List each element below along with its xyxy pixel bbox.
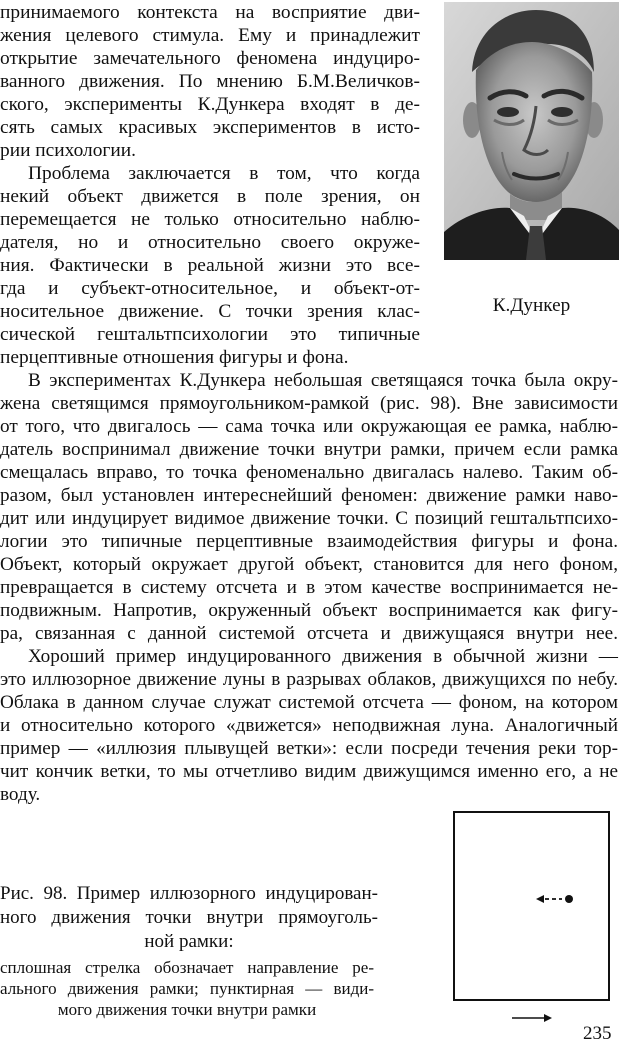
body-line-17: пример — «иллюзия плывущей ветки»: если посреди течения реки тор- [0,738,618,759]
body-line-10: превращается в систему отсчета и в этом качестве воспринимается не- [0,577,618,598]
figure-note-line-3: мого движения точки внутри рамки [57,1000,317,1019]
top-line-5: ского, эксперименты К.Дункера входят в де- [0,94,420,115]
top-line-11: дателя, но и относительно своего окруже- [0,232,420,253]
body-line-6: разом, был установлен интереснейший феномен: движение рамки наво- [0,485,618,506]
figure-98-diagram [450,804,618,1024]
body-line-11: подвижным. Напротив, окруженный объект воспринимается как фигу- [0,600,618,621]
figure-note-line-1: сплошная стрелка обозначает направление ре- [0,958,374,977]
portrait-caption: К.Дункер [492,295,571,316]
top-line-3: открытие замечательного феномена индуциро- [0,48,420,69]
body-line-1: В экспериментах К.Дункера небольшая светящаяся точка была окру- [28,370,618,391]
body-line-7: дит или индуцирует видимое движение точки. С позиций гештальтпсихо- [0,508,618,529]
body-line-3: от того, что двигалось — сама точка или окружающая ее рамка, наблю- [0,416,618,437]
body-line-14: это иллюзорное движение луны в разрывах облаков, движущихся по небу. [0,669,618,690]
figure-caption-line-3: ной рамки: [144,931,234,952]
frame-rectangle [454,812,609,1000]
body-line-9: Объект, который окружает другой объект, становится для него фоном, [0,554,618,575]
body-line-13: Хороший пример индуцированного движения в обычной жизни — [28,646,618,667]
body-line-19: воду. [0,784,41,805]
top-line-4: ванного движения. По мнению Б.М.Величков- [0,71,420,92]
body-line-4: датель воспринимал движение точки внутри рамки, причем если рамка [0,439,618,460]
top-line-9: некий объект движется в поле зрения, он [0,186,420,207]
light-dot [565,895,573,903]
top-line-8: Проблема заключается в том, что когда [28,163,420,184]
page-number: 235 [583,1023,612,1044]
body-line-2: жена светящимся прямоугольником-рамкой (рис. 98). Вне зависимости [0,393,618,414]
top-line-15: сической гештальтпсихологии это типичные [0,324,420,345]
top-line-14: носительное движение. С точки зрения клас- [0,301,420,322]
top-line-13: гда и субъект-относительное, и объект-от- [0,278,420,299]
top-line-6: сять самых красивых экспериментов в исто- [0,117,420,138]
body-line-16: и относительно которого «движется» неподвижная луна. Аналогичный [0,715,618,736]
top-line-7: рии психологии. [0,140,136,161]
body-line-15: Облака в данном случае служат системой отсчета — фоном, на котором [0,692,618,713]
body-line-5: смещалась вправо, то точка феноменально двигалась налево. Таким об- [0,462,618,483]
top-line-12: ния. Фактически в реальной жизни это все- [0,255,420,276]
top-line-1: принимаемого контекста на восприятие дви- [0,2,420,23]
body-line-12: ра, связанная с данной системой отсчета и движущаяся внутри нее. [0,623,618,644]
figure-note-line-2: ального движения рамки; пунктирная — види- [0,979,374,998]
body-line-18: чит кончик ветки, то мы отчетливо видим движущимся именно его, а не [0,761,618,782]
top-line-16: перцептивные отношения фигуры и фона. [0,347,349,368]
dashed-arrow-head [536,895,544,903]
portrait-photo [444,2,619,260]
body-line-8: логии это типичные перцептивные взаимодействия фигуры и фона. [0,531,618,552]
figure-caption-line-1: Рис. 98. Пример иллюзорного индуцирован- [0,883,378,904]
solid-arrow-head [544,1014,552,1022]
top-line-10: перемещается не только относительно наблю- [0,209,420,230]
figure-caption-line-2: ного движения точки внутри прямоуголь- [0,907,378,928]
top-line-2: жения целевого стимула. Ему и принадлежит [0,25,420,46]
